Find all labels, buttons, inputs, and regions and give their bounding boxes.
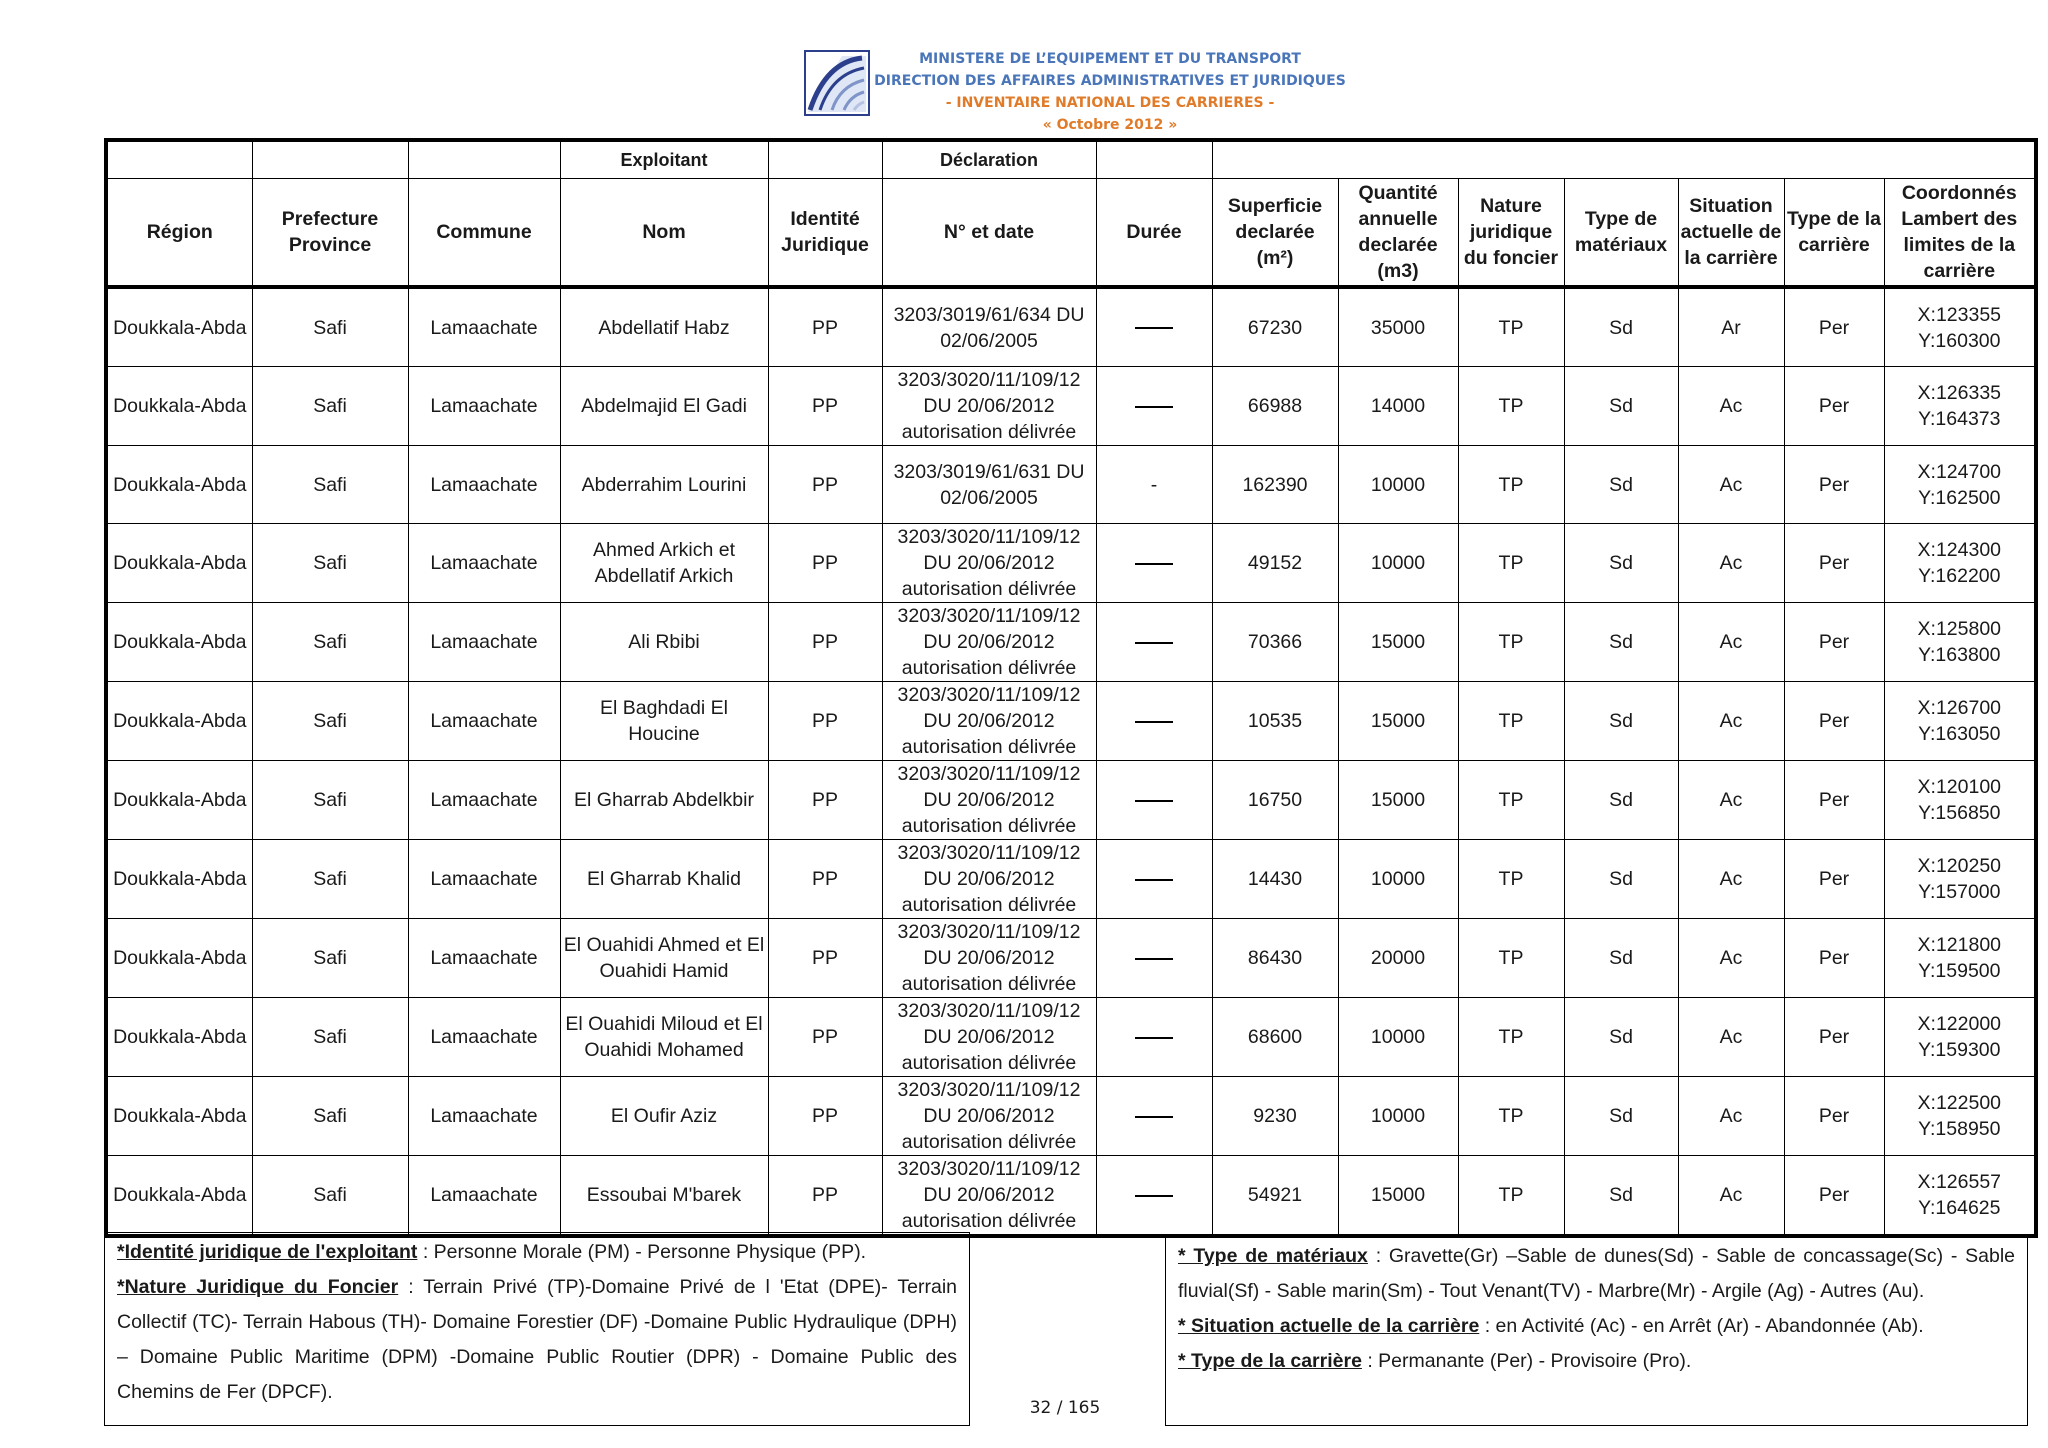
cell-quantite: 35000: [1338, 287, 1458, 367]
cell-coordonnes: [1884, 603, 2036, 682]
cell-num-date: 3203/3020/11/109/12 DU 20/06/2012 autorisation délivrée: [882, 524, 1096, 603]
cell-commune: Lamaachate: [408, 367, 560, 446]
inventory-date: « Octobre 2012 »: [1042, 117, 1178, 133]
cell-commune: Lamaachate: [408, 682, 560, 761]
cell-identite: PP: [768, 761, 882, 840]
col-header-quantite: Quantité annuelle declarée (m3): [1338, 179, 1458, 288]
cell-type-materiaux: Sd: [1564, 761, 1678, 840]
empty-dash: [1135, 327, 1173, 329]
empty-dash: [1135, 1116, 1173, 1118]
cell-type-materiaux: Sd: [1564, 840, 1678, 919]
empty-dash: [1135, 1195, 1173, 1197]
cell-identite: PP: [768, 682, 882, 761]
coord-x: X:123355: [1917, 303, 2002, 326]
cell-identite: PP: [768, 840, 882, 919]
cell-quantite: 10000: [1338, 840, 1458, 919]
cell-prefecture: Safi: [252, 840, 408, 919]
cell-superficie: 54921: [1212, 1156, 1338, 1237]
cell-nature: TP: [1458, 761, 1564, 840]
col-header-type-materiaux: Type de matériaux: [1564, 179, 1678, 288]
cell-type-materiaux: Sd: [1564, 367, 1678, 446]
cell-type-carriere: Per: [1784, 287, 1884, 367]
cell-situation: Ac: [1678, 919, 1784, 998]
cell-region: Doukkala-Abda: [106, 524, 252, 603]
cell-nom: Abdelmajid El Gadi: [560, 367, 768, 446]
cell-nature: TP: [1458, 1077, 1564, 1156]
cell-nature: TP: [1458, 446, 1564, 524]
table-row: [106, 1077, 2036, 1156]
coord-y: Y:157000: [1918, 881, 2001, 903]
cell-quantite: 10000: [1338, 1077, 1458, 1156]
cell-identite: PP: [768, 446, 882, 524]
coord-x: X:120100: [1917, 776, 2002, 798]
document-header: [0, 48, 2048, 138]
table-row: [106, 919, 2036, 998]
cell-type-carriere: Per: [1784, 1077, 1884, 1156]
empty-dash: [1135, 642, 1173, 644]
header-blank: [768, 140, 882, 179]
coord-x: X:125800: [1917, 618, 2002, 640]
legend-situation: [1178, 1309, 2015, 1344]
cell-region: Doukkala-Abda: [106, 761, 252, 840]
cell-coordonnes: [1884, 1077, 2036, 1156]
coord-y: Y:156850: [1918, 802, 2001, 824]
cell-duree: [1096, 682, 1212, 761]
cell-num-date: 3203/3019/61/631 DU 02/06/2005: [882, 446, 1096, 524]
cell-commune: Lamaachate: [408, 1077, 560, 1156]
legend-right-box: [1165, 1236, 2028, 1426]
cell-region: Doukkala-Abda: [106, 1156, 252, 1237]
empty-dash: [1135, 1037, 1173, 1039]
group-header-declaration: Déclaration: [882, 140, 1096, 179]
legend-situation-text: : en Activité (Ac) - en Arrêt (Ar) - Abandonnée (Ab).: [1479, 1315, 1924, 1337]
cell-duree: [1096, 603, 1212, 682]
empty-dash: [1135, 563, 1173, 565]
cell-identite: PP: [768, 524, 882, 603]
coord-x: X:126700: [1917, 697, 2002, 719]
cell-prefecture: Safi: [252, 1156, 408, 1237]
cell-num-date: 3203/3020/11/109/12 DU 20/06/2012 autorisation délivrée: [882, 840, 1096, 919]
cell-nature: TP: [1458, 367, 1564, 446]
coord-y: Y:164373: [1918, 408, 2001, 430]
cell-superficie: 10535: [1212, 682, 1338, 761]
cell-nature: TP: [1458, 998, 1564, 1077]
cell-coordonnes: [1884, 367, 2036, 446]
cell-nature: TP: [1458, 524, 1564, 603]
cell-superficie: 16750: [1212, 761, 1338, 840]
cell-type-carriere: Per: [1784, 998, 1884, 1077]
table-row: [106, 998, 2036, 1077]
coord-y: Y:158950: [1918, 1118, 2001, 1140]
cell-prefecture: Safi: [252, 603, 408, 682]
cell-type-carriere: Per: [1784, 367, 1884, 446]
cell-nom: Abdellatif Habz: [560, 287, 768, 367]
coord-y: Y:160300: [1918, 329, 2001, 352]
cell-prefecture: Safi: [252, 761, 408, 840]
table-row: [106, 603, 2036, 682]
cell-superficie: 67230: [1212, 287, 1338, 367]
empty-dash: [1135, 406, 1173, 408]
cell-prefecture: Safi: [252, 682, 408, 761]
cell-coordonnes: [1884, 998, 2036, 1077]
cell-superficie: 68600: [1212, 998, 1338, 1077]
header-blank: [106, 140, 252, 179]
cell-situation: Ac: [1678, 682, 1784, 761]
cell-quantite: 15000: [1338, 1156, 1458, 1237]
coord-y: Y:163800: [1918, 644, 2001, 666]
cell-coordonnes: [1884, 287, 2036, 367]
table-row: [106, 1156, 2036, 1237]
direction-name: DIRECTION DES AFFAIRES ADMINISTRATIVES ET JURIDIQUES: [874, 73, 1346, 89]
header-blank: [408, 140, 560, 179]
cell-duree: [1096, 524, 1212, 603]
ministry-name: MINISTERE DE L’EQUIPEMENT ET DU TRANSPORT: [919, 51, 1301, 67]
column-header-row: [106, 179, 2036, 288]
cell-situation: Ac: [1678, 761, 1784, 840]
cell-region: Doukkala-Abda: [106, 603, 252, 682]
empty-dash: [1135, 800, 1173, 802]
cell-situation: Ac: [1678, 998, 1784, 1077]
table-row: [106, 840, 2036, 919]
legend-type-text: : Permanante (Per) - Provisoire (Pro).: [1361, 1350, 1692, 1372]
cell-superficie: 70366: [1212, 603, 1338, 682]
col-header-prefecture: Prefecture Province: [252, 179, 408, 288]
cell-nom: El Gharrab Khalid: [560, 840, 768, 919]
coord-y: Y:162500: [1918, 486, 2001, 509]
cell-num-date: 3203/3019/61/634 DU 02/06/2005: [882, 287, 1096, 367]
cell-nom: Ali Rbibi: [560, 603, 768, 682]
cell-quantite: 10000: [1338, 446, 1458, 524]
col-header-num-date: N° et date: [882, 179, 1096, 288]
coord-x: X:124700: [1917, 460, 2002, 483]
header-text: [870, 48, 1350, 136]
cell-superficie: 162390: [1212, 446, 1338, 524]
col-header-superficie: Superficie declarée (m²): [1212, 179, 1338, 288]
cell-type-carriere: Per: [1784, 524, 1884, 603]
cell-nom: Essoubai M'barek: [560, 1156, 768, 1237]
cell-nom: Abderrahim Lourini: [560, 446, 768, 524]
empty-dash: [1135, 958, 1173, 960]
coord-y: Y:159300: [1918, 1039, 2001, 1061]
cell-situation: Ar: [1678, 287, 1784, 367]
cell-type-materiaux: Sd: [1564, 287, 1678, 367]
page-number: 32 / 165: [1029, 1398, 1101, 1418]
cell-nom: El Gharrab Abdelkbir: [560, 761, 768, 840]
cell-duree: [1096, 998, 1212, 1077]
table-row: [106, 287, 2036, 367]
cell-type-carriere: Per: [1784, 919, 1884, 998]
cell-nature: TP: [1458, 682, 1564, 761]
legend-materiaux-text: : Gravette(Gr) –Sable de dunes(Sd) - Sable de concassage(Sc) - Sable fluvial(Sf) - Sable marin(Sm) - Tout Venant(TV) - Marbre(Mr) - Argile (Ag) - Autres (Au).: [1178, 1245, 2016, 1302]
header-blank: [1096, 140, 1212, 179]
legend-type-term: * Type de la carrière: [1178, 1350, 1362, 1372]
cell-quantite: 20000: [1338, 919, 1458, 998]
cell-superficie: 14430: [1212, 840, 1338, 919]
cell-commune: Lamaachate: [408, 446, 560, 524]
cell-type-materiaux: Sd: [1564, 1077, 1678, 1156]
cell-num-date: 3203/3020/11/109/12 DU 20/06/2012 autorisation délivrée: [882, 367, 1096, 446]
cell-region: Doukkala-Abda: [106, 998, 252, 1077]
cell-nom: El Ouahidi Ahmed et El Ouahidi Hamid: [560, 919, 768, 998]
cell-nature: TP: [1458, 603, 1564, 682]
cell-nature: TP: [1458, 1156, 1564, 1237]
cell-identite: PP: [768, 919, 882, 998]
cell-duree: [1096, 1156, 1212, 1237]
cell-coordonnes: [1884, 446, 2036, 524]
cell-type-materiaux: Sd: [1564, 524, 1678, 603]
cell-superficie: 66988: [1212, 367, 1338, 446]
cell-coordonnes: [1884, 1156, 2036, 1237]
cell-nature: TP: [1458, 840, 1564, 919]
col-header-nature: Nature juridique du foncier: [1458, 179, 1564, 288]
cell-coordonnes: [1884, 682, 2036, 761]
col-header-region: Région: [106, 179, 252, 288]
cell-prefecture: Safi: [252, 1077, 408, 1156]
coord-x: X:124300: [1917, 539, 2002, 561]
cell-superficie: 49152: [1212, 524, 1338, 603]
coord-x: X:126557: [1917, 1171, 2002, 1193]
coord-x: X:121800: [1917, 934, 2002, 956]
legend-identite-text: : Personne Morale (PM) - Personne Physique (PP).: [417, 1241, 867, 1263]
coord-y: Y:164625: [1918, 1197, 2001, 1219]
header-blank: [252, 140, 408, 179]
cell-nom: El Ouahidi Miloud et El Ouahidi Mohamed: [560, 998, 768, 1077]
table-row: [106, 446, 2036, 524]
cell-commune: Lamaachate: [408, 1156, 560, 1237]
coord-x: X:120250: [1917, 855, 2002, 877]
cell-duree: [1096, 1077, 1212, 1156]
legend-nature-text: : Terrain Privé (TP)-Domaine Privé de l 'Etat (DPE)- Terrain Collectif (TC)- Terrain Habous (TH)- Domaine Forestier (DF) -Domaine Public Hydraulique (DPH) – Domaine Public Maritime (DPM) -Domaine Public Routier (DPR) - Domaine Public des Chemins de Fer (DPCF).: [117, 1276, 957, 1403]
cell-num-date: 3203/3020/11/109/12 DU 20/06/2012 autorisation délivrée: [882, 1156, 1096, 1237]
legend-type-carriere: [1178, 1344, 2015, 1379]
cell-quantite: 14000: [1338, 367, 1458, 446]
cell-prefecture: Safi: [252, 919, 408, 998]
quarry-inventory-table-wrap: [104, 138, 2034, 1238]
cell-type-carriere: Per: [1784, 1156, 1884, 1237]
cell-commune: Lamaachate: [408, 524, 560, 603]
coord-y: Y:159500: [1918, 960, 2001, 982]
cell-nom: El Oufir Aziz: [560, 1077, 768, 1156]
cell-region: Doukkala-Abda: [106, 367, 252, 446]
inventory-title: - INVENTAIRE NATIONAL DES CARRIERES -: [945, 95, 1275, 111]
cell-commune: Lamaachate: [408, 603, 560, 682]
col-header-duree: Durée: [1096, 179, 1212, 288]
cell-nature: TP: [1458, 287, 1564, 367]
cell-situation: Ac: [1678, 840, 1784, 919]
legend-nature-term: *Nature Juridique du Foncier: [117, 1276, 399, 1298]
table-body: [106, 287, 2036, 1236]
col-header-coordonnes: Coordonnés Lambert des limites de la carrière: [1884, 179, 2036, 288]
table-row: [106, 761, 2036, 840]
cell-region: Doukkala-Abda: [106, 919, 252, 998]
table-row: [106, 367, 2036, 446]
cell-num-date: 3203/3020/11/109/12 DU 20/06/2012 autorisation délivrée: [882, 1077, 1096, 1156]
cell-duree: [1096, 919, 1212, 998]
cell-num-date: 3203/3020/11/109/12 DU 20/06/2012 autorisation délivrée: [882, 682, 1096, 761]
cell-region: Doukkala-Abda: [106, 840, 252, 919]
cell-region: Doukkala-Abda: [106, 446, 252, 524]
cell-type-carriere: Per: [1784, 603, 1884, 682]
cell-situation: Ac: [1678, 446, 1784, 524]
cell-duree: [1096, 367, 1212, 446]
cell-superficie: 86430: [1212, 919, 1338, 998]
cell-situation: Ac: [1678, 603, 1784, 682]
cell-region: Doukkala-Abda: [106, 287, 252, 367]
cell-duree: [1096, 287, 1212, 367]
cell-identite: PP: [768, 998, 882, 1077]
cell-commune: Lamaachate: [408, 919, 560, 998]
legend-identite-term: *Identité juridique de l'exploitant: [117, 1241, 418, 1263]
cell-num-date: 3203/3020/11/109/12 DU 20/06/2012 autorisation délivrée: [882, 603, 1096, 682]
cell-type-materiaux: Sd: [1564, 919, 1678, 998]
empty-dash: [1135, 879, 1173, 881]
cell-superficie: 9230: [1212, 1077, 1338, 1156]
coord-x: X:126335: [1917, 382, 2002, 404]
cell-quantite: 15000: [1338, 682, 1458, 761]
cell-commune: Lamaachate: [408, 998, 560, 1077]
legend-materiaux: [1178, 1239, 2015, 1309]
cell-duree: -: [1096, 446, 1212, 524]
cell-coordonnes: [1884, 840, 2036, 919]
coord-y: Y:163050: [1918, 723, 2001, 745]
table-row: [106, 682, 2036, 761]
header-blank: [1212, 140, 2036, 179]
cell-commune: Lamaachate: [408, 761, 560, 840]
col-header-identite: Identité Juridique: [768, 179, 882, 288]
cell-num-date: 3203/3020/11/109/12 DU 20/06/2012 autorisation délivrée: [882, 919, 1096, 998]
cell-commune: Lamaachate: [408, 287, 560, 367]
cell-quantite: 10000: [1338, 998, 1458, 1077]
cell-type-materiaux: Sd: [1564, 446, 1678, 524]
cell-situation: Ac: [1678, 1156, 1784, 1237]
col-header-nom: Nom: [560, 179, 768, 288]
cell-prefecture: Safi: [252, 524, 408, 603]
cell-duree: [1096, 761, 1212, 840]
cell-coordonnes: [1884, 919, 2036, 998]
cell-num-date: 3203/3020/11/109/12 DU 20/06/2012 autorisation délivrée: [882, 998, 1096, 1077]
group-header-exploitant: Exploitant: [560, 140, 768, 179]
cell-identite: PP: [768, 1077, 882, 1156]
cell-identite: PP: [768, 1156, 882, 1237]
cell-commune: Lamaachate: [408, 840, 560, 919]
cell-region: Doukkala-Abda: [106, 1077, 252, 1156]
cell-nom: El Baghdadi El Houcine: [560, 682, 768, 761]
legend-left-box: [104, 1232, 970, 1426]
cell-quantite: 15000: [1338, 761, 1458, 840]
table-row: [106, 524, 2036, 603]
cell-prefecture: Safi: [252, 998, 408, 1077]
cell-quantite: 15000: [1338, 603, 1458, 682]
legend-identite: [117, 1235, 957, 1270]
coord-x: X:122500: [1917, 1092, 2002, 1114]
cell-type-materiaux: Sd: [1564, 1156, 1678, 1237]
legend-materiaux-term: * Type de matériaux: [1178, 1245, 1368, 1267]
cell-prefecture: Safi: [252, 287, 408, 367]
group-header-row: [106, 140, 2036, 179]
cell-identite: PP: [768, 287, 882, 367]
cell-num-date: 3203/3020/11/109/12 DU 20/06/2012 autorisation délivrée: [882, 761, 1096, 840]
cell-identite: PP: [768, 603, 882, 682]
empty-dash: [1135, 721, 1173, 723]
cell-type-carriere: Per: [1784, 682, 1884, 761]
cell-situation: Ac: [1678, 367, 1784, 446]
cell-duree: [1096, 840, 1212, 919]
cell-coordonnes: [1884, 524, 2036, 603]
col-header-type-carriere: Type de la carrière: [1784, 179, 1884, 288]
quarry-inventory-table: [104, 138, 2038, 1238]
col-header-commune: Commune: [408, 179, 560, 288]
legend-situation-term: * Situation actuelle de la carrière: [1178, 1315, 1480, 1337]
cell-prefecture: Safi: [252, 446, 408, 524]
coord-y: Y:162200: [1918, 565, 2001, 587]
ministry-logo-icon: [804, 50, 870, 116]
cell-coordonnes: [1884, 761, 2036, 840]
cell-quantite: 10000: [1338, 524, 1458, 603]
cell-situation: Ac: [1678, 524, 1784, 603]
cell-type-carriere: Per: [1784, 446, 1884, 524]
cell-prefecture: Safi: [252, 367, 408, 446]
cell-situation: Ac: [1678, 1077, 1784, 1156]
col-header-situation: Situation actuelle de la carrière: [1678, 179, 1784, 288]
cell-type-materiaux: Sd: [1564, 603, 1678, 682]
cell-type-materiaux: Sd: [1564, 682, 1678, 761]
cell-identite: PP: [768, 367, 882, 446]
cell-type-materiaux: Sd: [1564, 998, 1678, 1077]
cell-nom: Ahmed Arkich et Abdellatif Arkich: [560, 524, 768, 603]
cell-type-carriere: Per: [1784, 761, 1884, 840]
cell-region: Doukkala-Abda: [106, 682, 252, 761]
legend-nature: [117, 1270, 957, 1410]
cell-nature: TP: [1458, 919, 1564, 998]
cell-type-carriere: Per: [1784, 840, 1884, 919]
coord-x: X:122000: [1917, 1013, 2002, 1035]
